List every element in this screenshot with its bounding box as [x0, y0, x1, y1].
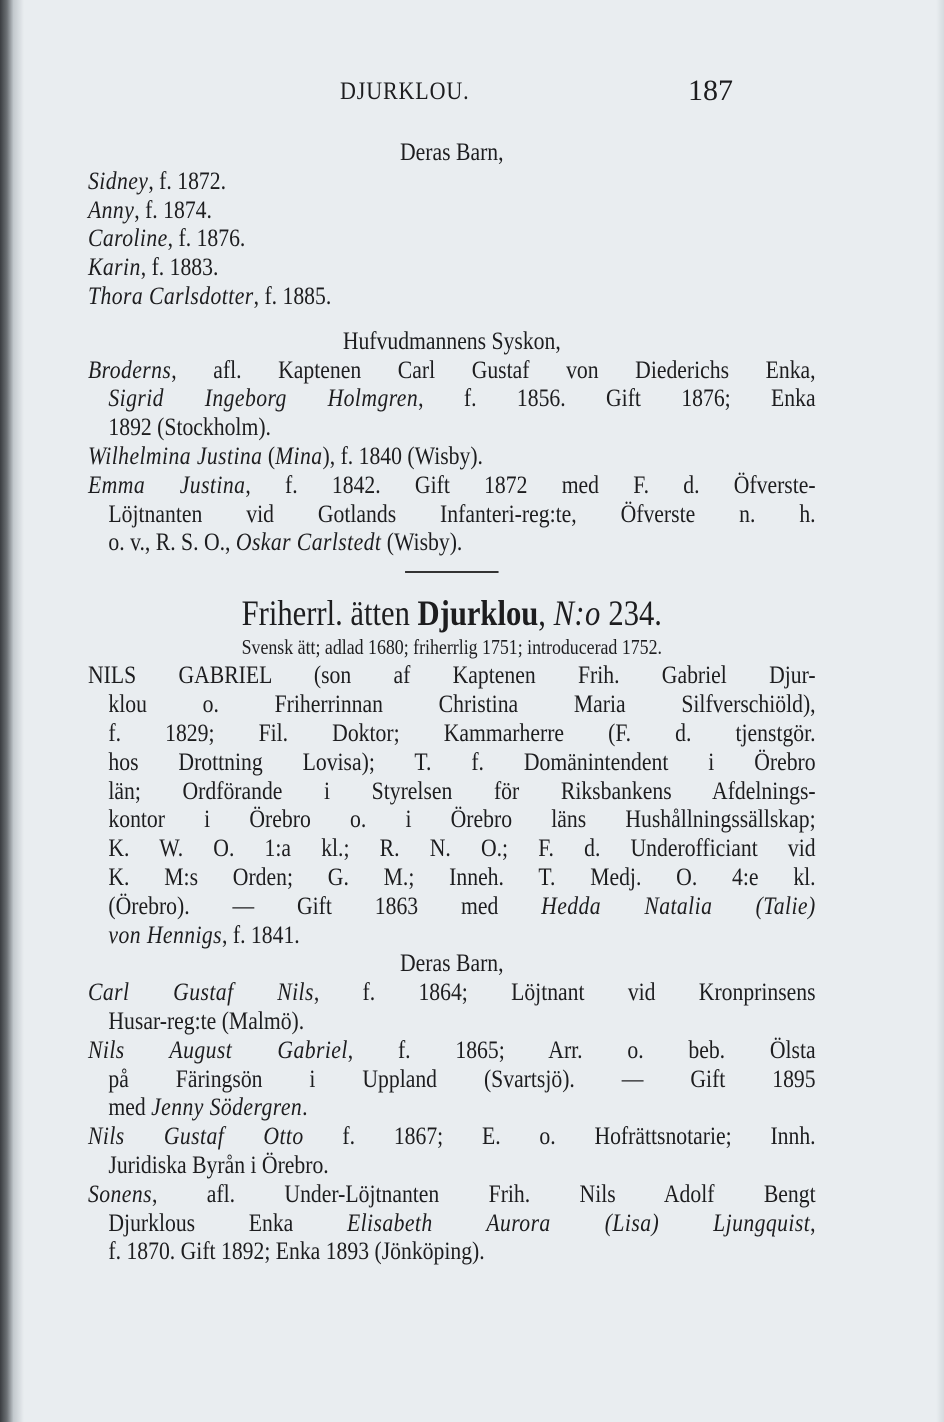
text-segment: 1892 (Stockholm). [108, 412, 271, 442]
text-segment: (Örebro). — Gift 1863 med [108, 890, 542, 920]
page-number: 187 [688, 74, 733, 107]
text-segment: , f. 1864; Löjtnant vid Kronprinsens [313, 977, 816, 1007]
italic-name: Sonens [88, 1178, 152, 1208]
running-header [0, 72, 944, 112]
text-line [88, 528, 816, 557]
text-line [88, 471, 816, 500]
page-body [88, 138, 816, 1266]
italic-name: Anny [88, 194, 135, 224]
text-line [88, 834, 816, 863]
text-segment: hos Drottning Lovisa); T. f. Domänintendent i Örebro [108, 746, 816, 776]
text-line [88, 1007, 816, 1036]
text-segment: Deras Barn, [400, 137, 504, 166]
bold-name: Djurklou [417, 592, 539, 633]
text-line [88, 196, 816, 225]
section-divider [405, 571, 499, 573]
section-subheading [88, 138, 816, 167]
gutter-shading [14, 0, 24, 1422]
text-segment: , afl. Under-Löjtnanten Frih. Nils Adolf Bengt [151, 1178, 816, 1208]
text-segment: , f. 1883. [140, 252, 219, 282]
text-segment: K. W. O. 1:a kl.; R. N. O.; F. d. Underofficiant vid [108, 833, 816, 863]
text-line [88, 253, 816, 282]
text-line [88, 690, 816, 719]
text-line [88, 892, 816, 921]
text-segment: (Wisby). [381, 527, 463, 557]
page-edge [936, 0, 944, 1422]
text-line [88, 1036, 816, 1065]
text-line [88, 863, 816, 892]
italic-name: Wilhelmina Justina [88, 440, 263, 470]
text-line [88, 661, 816, 690]
section-subheading [88, 327, 816, 356]
text-line [88, 442, 816, 471]
text-segment: , f. 1865; Arr. o. beb. Ölsta [347, 1034, 816, 1064]
text-segment: 234. [600, 592, 662, 633]
running-title: DJURKLOU. [340, 78, 470, 105]
text-segment: , [810, 1207, 816, 1237]
text-segment: f. 1867; E. o. Hofrättsnotarie; Innh. [303, 1121, 816, 1151]
text-segment: o. v., R. S. O., [108, 527, 236, 557]
italic-name: Karin [88, 252, 141, 282]
text-segment: Svensk ätt; adlad 1680; friherrlig 1751; introducerad 1752. [241, 634, 662, 659]
text-line [88, 224, 816, 253]
text-line [88, 413, 816, 442]
book-spine-shadow [0, 0, 14, 1422]
text-segment: län; Ordförande i Styrelsen för Riksbankens Afdelnings- [108, 775, 816, 805]
text-segment: . [302, 1092, 308, 1122]
text-segment: på Färingsön i Uppland (Svartsjö). — Gift 1895 [108, 1063, 816, 1093]
italic-name: Nils Gustaf Otto [88, 1121, 304, 1151]
text-segment: klou o. Friherrinnan Christina Maria Silfverschiöld), [108, 689, 816, 719]
italic-name: Broderns [88, 354, 172, 384]
italic-name: N:o [553, 592, 601, 633]
text-line [88, 1180, 816, 1209]
text-line [88, 1209, 816, 1238]
italic-name: Oskar Carlstedt [235, 527, 382, 557]
italic-name: Jenny Södergren [151, 1092, 303, 1122]
text-line [88, 1122, 816, 1151]
text-segment: f. 1870. Gift 1892; Enka 1893 (Jönköping). [108, 1236, 485, 1266]
text-line [88, 1065, 816, 1094]
text-line [88, 500, 816, 529]
text-segment: Juridiska Byrån i Örebro. [108, 1150, 329, 1179]
italic-name: Thora Carlsdotter [88, 280, 254, 310]
text-segment: kontor i Örebro o. i Örebro läns Hushållningssällskap; [108, 804, 816, 834]
italic-name: von Hennigs [108, 919, 223, 949]
italic-name: Elisabeth Aurora (Lisa) Ljungquist [346, 1207, 811, 1237]
text-segment: Djurklous Enka [108, 1207, 347, 1237]
text-segment: Husar-reg:te (Malmö). [108, 1006, 305, 1036]
text-segment: , [538, 592, 554, 633]
text-segment: med [108, 1092, 152, 1122]
text-line [88, 167, 816, 196]
italic-name: Sidney [88, 165, 149, 195]
italic-name: Emma Justina [88, 469, 246, 499]
text-segment: , f. 1874. [134, 194, 212, 224]
text-segment: , f. 1872. [148, 165, 227, 195]
text-line [88, 921, 816, 950]
italic-name: Caroline [88, 223, 168, 253]
italic-name: Hedda Natalia (Talie) [541, 890, 816, 920]
text-segment: , afl. Kaptenen Carl Gustaf von Diederichs Enka, [171, 354, 816, 384]
text-segment: ), f. 1840 (Wisby). [322, 440, 483, 470]
italic-name: Mina [275, 440, 323, 470]
section-subheading [88, 633, 816, 662]
text-line [88, 777, 816, 806]
text-segment: Löjtnanten vid Gotlands Infanteri-reg:te, Öfverste n. h. [108, 498, 816, 528]
text-line [88, 384, 816, 413]
text-line [88, 805, 816, 834]
italic-name: Carl Gustaf Nils [88, 977, 314, 1007]
text-line [88, 978, 816, 1007]
text-segment: , f. 1876. [167, 223, 246, 253]
text-line [88, 719, 816, 748]
text-line [88, 1093, 816, 1122]
text-segment: , f. 1856. Gift 1876; Enka [418, 383, 816, 413]
text-segment: K. M:s Orden; G. M.; Inneh. T. Medj. O. 4:e kl. [108, 862, 816, 892]
italic-name: Sigrid Ingeborg Holmgren [108, 383, 419, 413]
text-line [88, 748, 816, 777]
text-segment: f. 1829; Fil. Doktor; Kammarherre (F. d. tjenstgör. [108, 718, 816, 748]
text-line [88, 1237, 816, 1266]
text-line [88, 282, 816, 311]
text-segment: ( [262, 440, 276, 470]
text-segment: , f. 1885. [253, 280, 332, 310]
text-line [88, 1151, 816, 1180]
text-segment: Deras Barn, [400, 948, 504, 978]
section-subheading [88, 949, 816, 978]
text-segment: Friherrl. ätten [241, 592, 418, 633]
text-segment: , f. 1841. [222, 919, 300, 949]
text-line [88, 356, 816, 385]
text-segment: Hufvudmannens Syskon, [342, 325, 561, 355]
text-segment: , f. 1842. Gift 1872 med F. d. Öfverste- [245, 469, 816, 499]
text-segment: NILS GABRIEL (son af Kaptenen Frih. Gabriel Djur- [88, 660, 816, 690]
italic-name: Nils August Gabriel [88, 1034, 348, 1064]
family-heading [88, 593, 816, 633]
